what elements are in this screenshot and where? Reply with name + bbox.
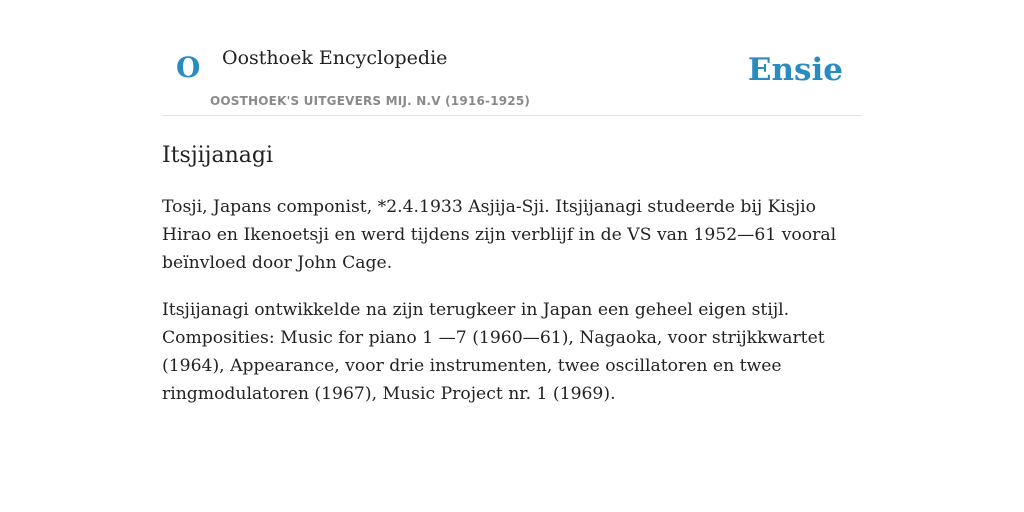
entry-paragraph: Itsjijanagi ontwikkelde na zijn terugkeer in Japan een geheel eigen stijl. Composities: Music for piano 1 —7 (1960—61), Nagaoka, voor strijkkwartet (1964), Appearance, voor drie instrumenten, twee oscillatoren en twee ringmodulatoren (1967), Music Project nr. 1 (1969). (162, 300, 825, 404)
entry-title: Itsjijanagi (162, 143, 274, 168)
encyclopedia-publisher: OOSTHOEK'S UITGEVERS MIJ. N.V (1916-1925) (210, 94, 531, 108)
encyclopedia-logo-icon[interactable]: O (176, 51, 201, 84)
ensie-brand-link[interactable]: Ensie (747, 52, 843, 88)
entry-paragraph: Tosji, Japans componist, *2.4.1933 Asjija-Sji. Itsjijanagi studeerde bij Kisjio Hirao en Ikenoetsji en werd tijdens zijn verblijf in de VS van 1952—61 vooral beïnvloed door John Cage. (162, 197, 837, 273)
entry-body (162, 193, 862, 408)
encyclopedia-title[interactable]: Oosthoek Encyclopedie (222, 47, 448, 69)
encyclopedia-header (162, 0, 862, 116)
page-container (162, 0, 862, 408)
